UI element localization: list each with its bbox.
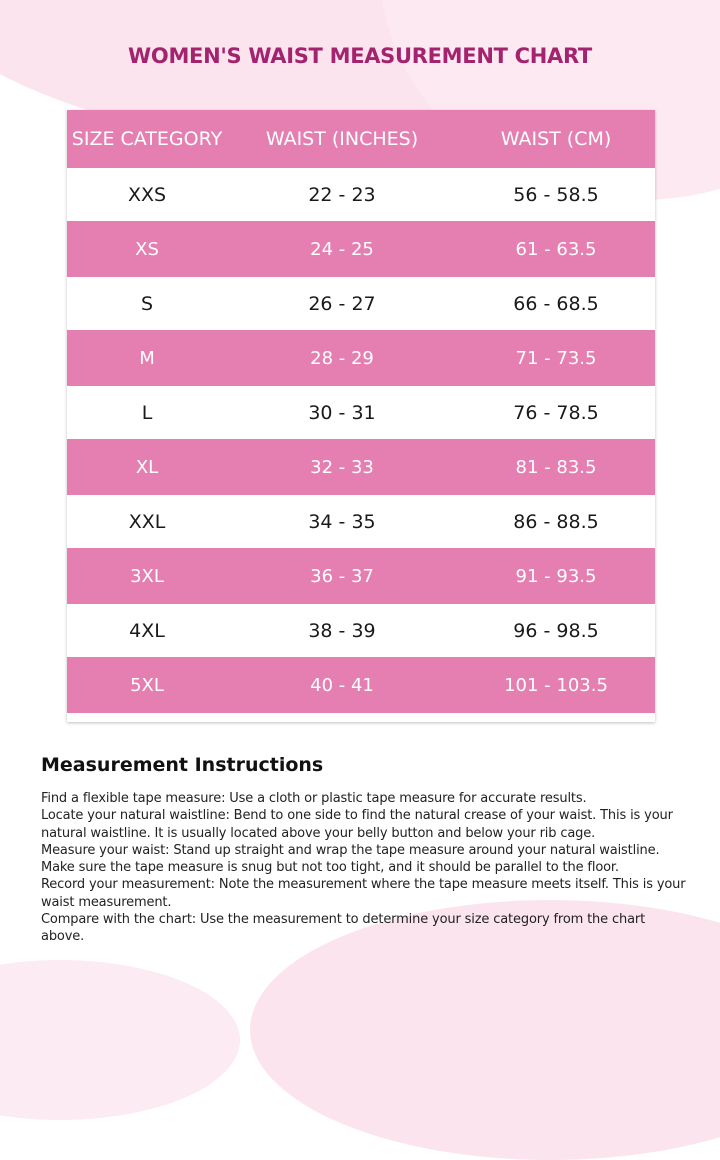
inches-cell: 40 - 41 (310, 674, 374, 696)
instruction-line: Find a flexible tape measure: Use a cloth or plastic tape measure for accurate results. (41, 791, 587, 806)
table-row (67, 495, 655, 548)
background-decoration (0, 960, 240, 1120)
cm-cell: 56 - 58.5 (513, 183, 599, 206)
size-cell: 5XL (130, 674, 164, 696)
table-row (67, 330, 655, 386)
size-cell: 3XL (130, 565, 164, 587)
inches-cell: 34 - 35 (308, 510, 376, 533)
inches-cell: 38 - 39 (308, 619, 376, 642)
inches-cell: 28 - 29 (310, 347, 374, 369)
size-cell: XS (135, 238, 159, 260)
size-cell: XL (135, 456, 159, 478)
header-size-category: SIZE CATEGORY (71, 128, 223, 150)
inches-cell: 36 - 37 (310, 565, 374, 587)
cm-cell: 66 - 68.5 (513, 292, 599, 315)
cm-cell: 91 - 93.5 (515, 565, 597, 587)
size-cell: M (139, 347, 155, 369)
size-cell: L (141, 401, 153, 424)
instructions-heading: Measurement Instructions (41, 754, 324, 776)
cm-cell: 71 - 73.5 (515, 347, 597, 369)
inches-cell: 30 - 31 (308, 401, 376, 424)
page-title: WOMEN'S WAIST MEASUREMENT CHART (128, 44, 592, 68)
instructions-text (41, 790, 691, 946)
table-row (67, 604, 655, 657)
size-cell: XXS (127, 183, 167, 206)
table-row (67, 657, 655, 713)
size-cell: S (140, 292, 154, 315)
table-row (67, 277, 655, 330)
cm-cell: 81 - 83.5 (515, 456, 597, 478)
table-row (67, 168, 655, 221)
header-waist-inches: WAIST (INCHES) (265, 128, 419, 150)
size-chart-table (67, 110, 655, 722)
table-header-row (67, 110, 655, 168)
cm-cell: 86 - 88.5 (513, 510, 599, 533)
instruction-line: Locate your natural waistline: Bend to one side to find the natural crease of your waist. This is your natural waistline. It is usually located above your belly button and below your rib cage. (41, 808, 673, 841)
size-cell: XXL (128, 510, 166, 533)
instruction-line: Measure your waist: Stand up straight and wrap the tape measure around your natural waistline. Make sure the tape measure is snug but not too tight, and it should be parallel to the floor. (41, 842, 660, 876)
inches-cell: 22 - 23 (308, 183, 376, 206)
inches-cell: 32 - 33 (310, 456, 374, 478)
inches-cell: 26 - 27 (308, 292, 376, 315)
cm-cell: 96 - 98.5 (513, 619, 599, 642)
inches-cell: 24 - 25 (310, 238, 374, 260)
size-cell: 4XL (129, 619, 165, 642)
table-row (67, 439, 655, 495)
instruction-line: Record your measurement: Note the measurement where the tape measure meets itself. This is your waist measurement. (41, 877, 686, 910)
instruction-line: Compare with the chart: Use the measurement to determine your size category from the chart above. (41, 912, 646, 945)
table-row (67, 221, 655, 277)
table-row (67, 548, 655, 604)
header-waist-cm: WAIST (CM) (500, 128, 612, 150)
cm-cell: 61 - 63.5 (515, 238, 597, 260)
cm-cell: 101 - 103.5 (504, 674, 608, 696)
cm-cell: 76 - 78.5 (513, 401, 599, 424)
table-row (67, 386, 655, 439)
